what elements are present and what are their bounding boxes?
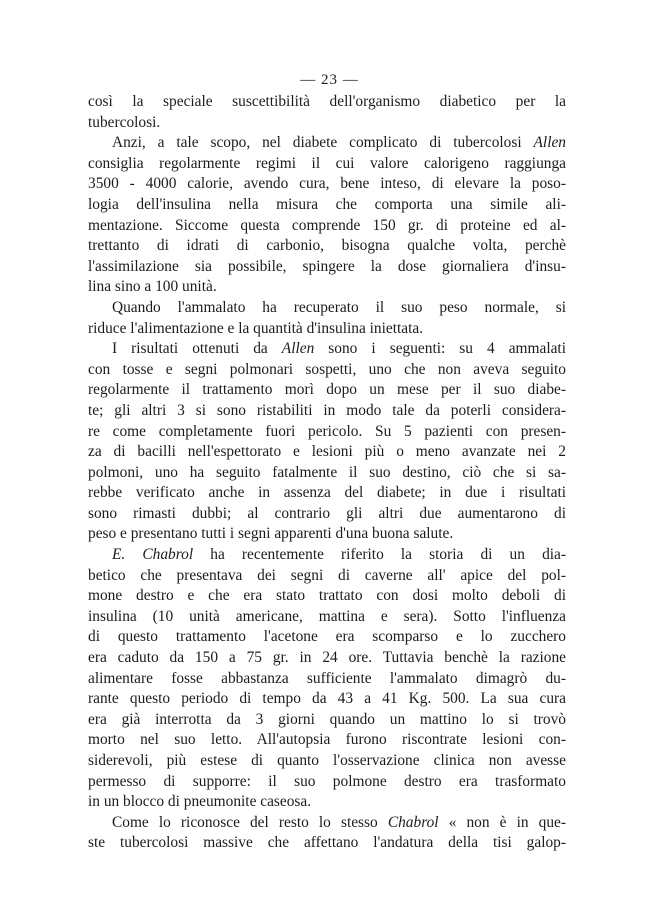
- text-line: in un blocco di pneumonite caseosa.: [88, 793, 312, 811]
- text-line: [88, 813, 566, 834]
- line-text: ha recentemente riferito la storia di un dia-: [193, 546, 567, 564]
- text-line: l'assimilazione sia possibile, spingere la dose giornaliera d'insu-: [88, 257, 566, 275]
- line-text: Anzi, a tale scopo, nel diabete complicato di tubercolosi: [112, 134, 534, 152]
- text-line: morto nel suo letto. All'autopsia furono riscontrate lesioni con-: [88, 731, 566, 749]
- text-line: betico che presentava dei segni di caverne all' apice del pol-: [88, 566, 566, 584]
- text-line: re come completamente fuori pericolo. Su 5 pazienti con presen-: [88, 422, 566, 440]
- author-name: Allen: [281, 340, 315, 358]
- text-line: peso e presentano tutti i segni apparenti d'una buona salute.: [88, 525, 454, 543]
- line-text: Come lo riconosce del resto lo stesso: [112, 813, 388, 831]
- author-name: E. Chabrol: [112, 546, 194, 564]
- line-text: sono i seguenti: su 4 ammalati: [314, 340, 566, 358]
- text-line: permesso di supporre: il suo polmone destro era trasformato: [88, 772, 566, 790]
- text-line: di questo trattamento l'acetone era scomparso e lo zucchero: [88, 628, 566, 646]
- text-line: mone destro e che era stato trattato con dosi molto deboli di: [88, 587, 566, 605]
- text-line: 3500 - 4000 calorie, avendo cura, bene inteso, di elevare la poso-: [88, 175, 566, 193]
- author-name: Chabrol: [387, 813, 439, 831]
- text-line: rante questo periodo di tempo da 43 a 41 Kg. 500. La sua cura: [88, 690, 566, 708]
- text-line: era caduto da 150 a 75 gr. in 24 ore. Tuttavia benchè la razione: [88, 649, 566, 667]
- text-line: trettanto di idrati di carbonio, bisogna qualche volta, perchè: [88, 237, 566, 255]
- text-line: tubercolosi.: [88, 113, 161, 131]
- text-line: logia dell'insulina nella misura che comporta una simile ali-: [88, 195, 566, 213]
- text-line: Quando l'ammalato ha recuperato il suo peso normale, si: [112, 298, 566, 316]
- text-line: consiglia regolarmente regimi il cui valore calorigeno raggiunga: [88, 154, 566, 172]
- body-text: [88, 92, 566, 854]
- text-line: mentazione. Siccome questa comprende 150 gr. di proteine ed al-: [88, 216, 566, 234]
- line-text: I risultati ottenuti da: [112, 340, 282, 358]
- text-line: siderevoli, più estese di quanto l'osservazione clinica non avesse: [88, 752, 566, 769]
- text-line: za di bacilli nell'espettorato e lesioni più o meno avanzate nei 2: [88, 443, 566, 461]
- text-line: riduce l'alimentazione e la quantità d'insulina iniettata.: [88, 319, 424, 337]
- text-line: alimentare fosse abbastanza sufficiente l'ammalato dimagrò du-: [88, 669, 566, 687]
- text-line: lina sino a 100 unità.: [88, 278, 217, 296]
- page-number: — 23 —: [300, 72, 359, 88]
- text-line: [88, 133, 566, 154]
- text-line: [88, 339, 566, 360]
- text-line: era già interrotta da 3 giorni quando un mattino lo si trovò: [88, 710, 566, 728]
- text-line: [88, 545, 566, 566]
- text-line: regolarmente il trattamento morì dopo un mese per il suo diabe-: [88, 381, 566, 399]
- text-line: rebbe verificato anche in assenza del diabete; in due i risultati: [88, 484, 566, 502]
- text-line: sono rimasti dubbi; al contrario gli altri due aumentarono di: [88, 504, 566, 522]
- text-line: te; gli altri 3 si sono ristabiliti in modo tale da poterli considera-: [88, 401, 566, 419]
- author-name: Allen: [533, 134, 566, 152]
- text-line: con tosse e segni polmonari sospetti, uno che non aveva seguito: [88, 360, 566, 378]
- text-line: così la speciale suscettibilità dell'organismo diabetico per la: [88, 93, 566, 110]
- text-line: ste tubercolosi massive che affettano l'andatura della tisi galop-: [88, 834, 566, 852]
- text-line: insulina (10 unità americane, mattina e sera). Sotto l'influenza: [88, 607, 566, 625]
- text-line: polmoni, uno ha seguito fatalmente il suo destino, ciò che si sa-: [88, 463, 566, 481]
- line-text: « non è in que-: [438, 813, 566, 831]
